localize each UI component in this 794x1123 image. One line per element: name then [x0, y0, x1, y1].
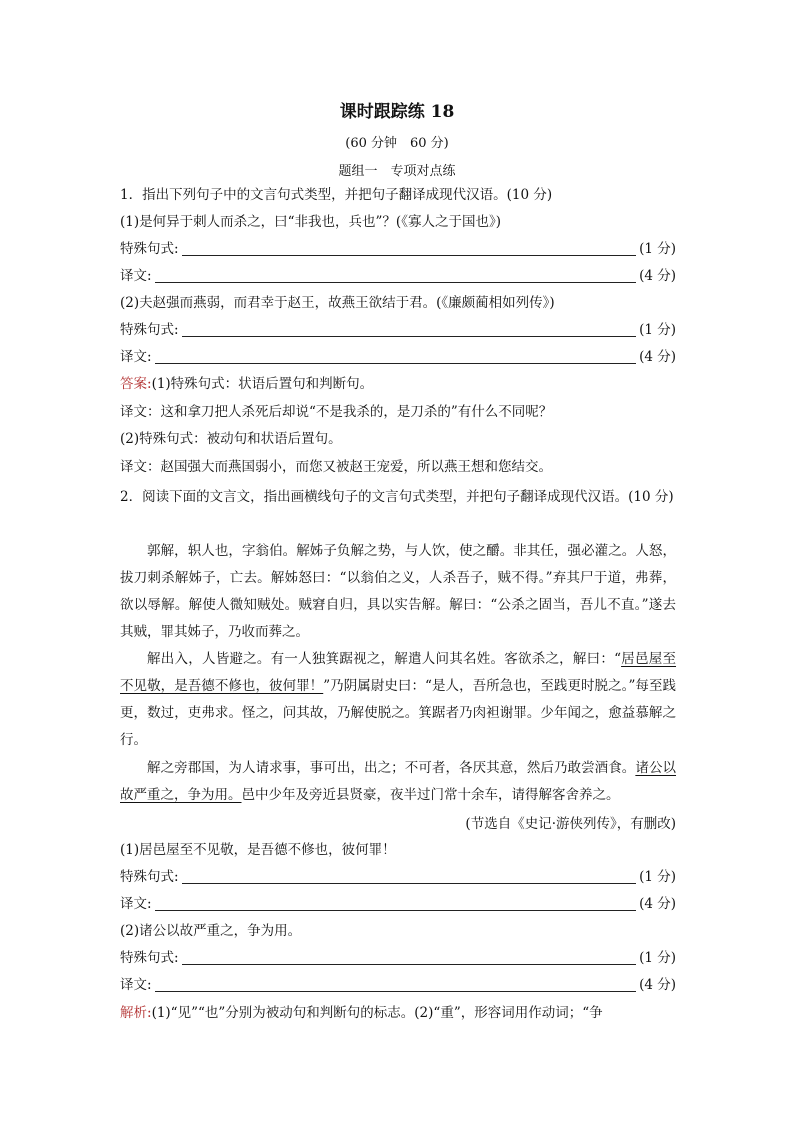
q2-item2-translation-row [120, 975, 676, 995]
answer-blank[interactable] [182, 869, 637, 884]
answer-line-4: 译文：赵国强大而燕国弱小，而您又被赵王宠爱，所以燕王想和您结交。 [120, 459, 552, 475]
pattern-label: 特殊句式: [120, 241, 179, 257]
translation-label: 译文: [120, 349, 152, 365]
q2-item1-pattern-row [120, 867, 676, 887]
pattern-label: 特殊句式: [120, 950, 179, 966]
points: (1 分) [639, 322, 676, 338]
answer-blank[interactable] [155, 349, 637, 364]
q1-item1-pattern-row [120, 239, 676, 259]
q2-item-1: (1)居邑屋至不见敬，是吾德不修也，彼何罪！ [120, 842, 396, 858]
passage-paragraph-3: 解之旁郡国，为人请求事，事可出，出之；不可者，各厌其意，然后乃敢尝酒食。诸公以故严重之，争为用。邑中少年及旁近县贤豪，夜半过门常十余车，请得解客舍养之。 [120, 760, 677, 803]
q1-item-1: (1)是何异于刺人而杀之，曰“非我也，兵也”？(《寡人之于国也》) [120, 214, 501, 230]
points: (1 分) [639, 869, 676, 885]
q1-item2-pattern-row [120, 320, 676, 340]
answer-blank[interactable] [182, 950, 637, 965]
translation-label: 译文: [120, 977, 152, 993]
translation-label: 译文: [120, 268, 152, 284]
translation-label: 译文: [120, 896, 152, 912]
pattern-label: 特殊句式: [120, 322, 179, 338]
q1-item-2: (2)夫赵强而燕弱，而君幸于赵王，故燕王欲结于君。(《廉颇蔺相如列传》) [120, 295, 555, 311]
points: (1 分) [639, 950, 676, 966]
time-score: (60 分钟 60 分) [345, 136, 449, 151]
question-1: 1．指出下列句子中的文言句式类型，并把句子翻译成现代汉语。(10 分) [120, 187, 553, 203]
answer-blank[interactable] [182, 241, 637, 256]
question-2: 2．阅读下面的文言文，指出画横线句子的文言句式类型，并把句子翻译成现代汉语。(10 分) [120, 489, 674, 505]
answer-blank[interactable] [182, 322, 637, 337]
passage-paragraph-2: 解出入，人皆避之。有一人独箕踞视之，解遣人问其名姓。客欲杀之，解曰：“居邑屋至不见敬，是吾德不修也，彼何罪！”乃阴属尉史曰：“是人，吾所急也，至践更时脱之。”每至践更，数过，吏弗求。怪之，问其故，乃解使脱之。箕踞者乃肉袒谢罪。少年闻之，愈益慕解之行。 [120, 651, 677, 748]
answer-line-2: 译文：这和拿刀把人杀死后却说“不是我杀的，是刀杀的”有什么不同呢？ [120, 404, 553, 420]
points: (1 分) [639, 241, 676, 257]
points: (4 分) [639, 977, 676, 993]
group-heading: 题组一 专项对点练 [338, 164, 456, 179]
analysis-line: 解析:(1)“见”“也”分别为被动句和判断句的标志。(2)“重”，形容词用作动词；“争 [120, 1005, 603, 1021]
answer-label: 答案: [120, 376, 152, 392]
answer-line-1: 答案:(1)特殊句式：状语后置句和判断句。 [120, 376, 374, 392]
q2-item1-translation-row [120, 894, 676, 914]
points: (4 分) [639, 349, 676, 365]
answer-blank[interactable] [155, 977, 637, 992]
page-title: 课时跟踪练 18 [339, 102, 455, 122]
pattern-label: 特殊句式: [120, 869, 179, 885]
answer-blank[interactable] [155, 896, 637, 911]
underlined-sentence-2: 诸公以故严重之，争为用。 [120, 760, 677, 803]
answer-blank[interactable] [155, 268, 637, 283]
q1-item2-translation-row [120, 347, 676, 367]
source-note: (节选自《史记·游侠列传》，有删改) [465, 816, 676, 832]
q1-item1-translation-row [120, 266, 676, 286]
points: (4 分) [639, 896, 676, 912]
q2-item2-pattern-row [120, 948, 676, 968]
q2-item-2: (2)诸公以故严重之，争为用。 [120, 923, 302, 939]
underlined-sentence-1: 居邑屋至不见敬，是吾德不修也，彼何罪！ [120, 651, 677, 694]
passage-paragraph-1: 郭解，轵人也，字翁伯。解姊子负解之势，与人饮，使之釂。非其任，强必灌之。人怒，拔刀刺杀解姊子，亡去。解姊怒曰：“以翁伯之义，人杀吾子，贼不得。”弃其尸于道，弗葬，欲以辱解。解使人微知贼处。贼窘自归，具以实告解。解曰：“公杀之固当，吾儿不直。”遂去其贼，罪其姊子，乃收而葬之。 [120, 543, 676, 640]
points: (4 分) [639, 268, 676, 284]
answer-line-3: (2)特殊句式：被动句和状语后置句。 [120, 431, 342, 447]
analysis-label: 解析: [120, 1005, 152, 1021]
